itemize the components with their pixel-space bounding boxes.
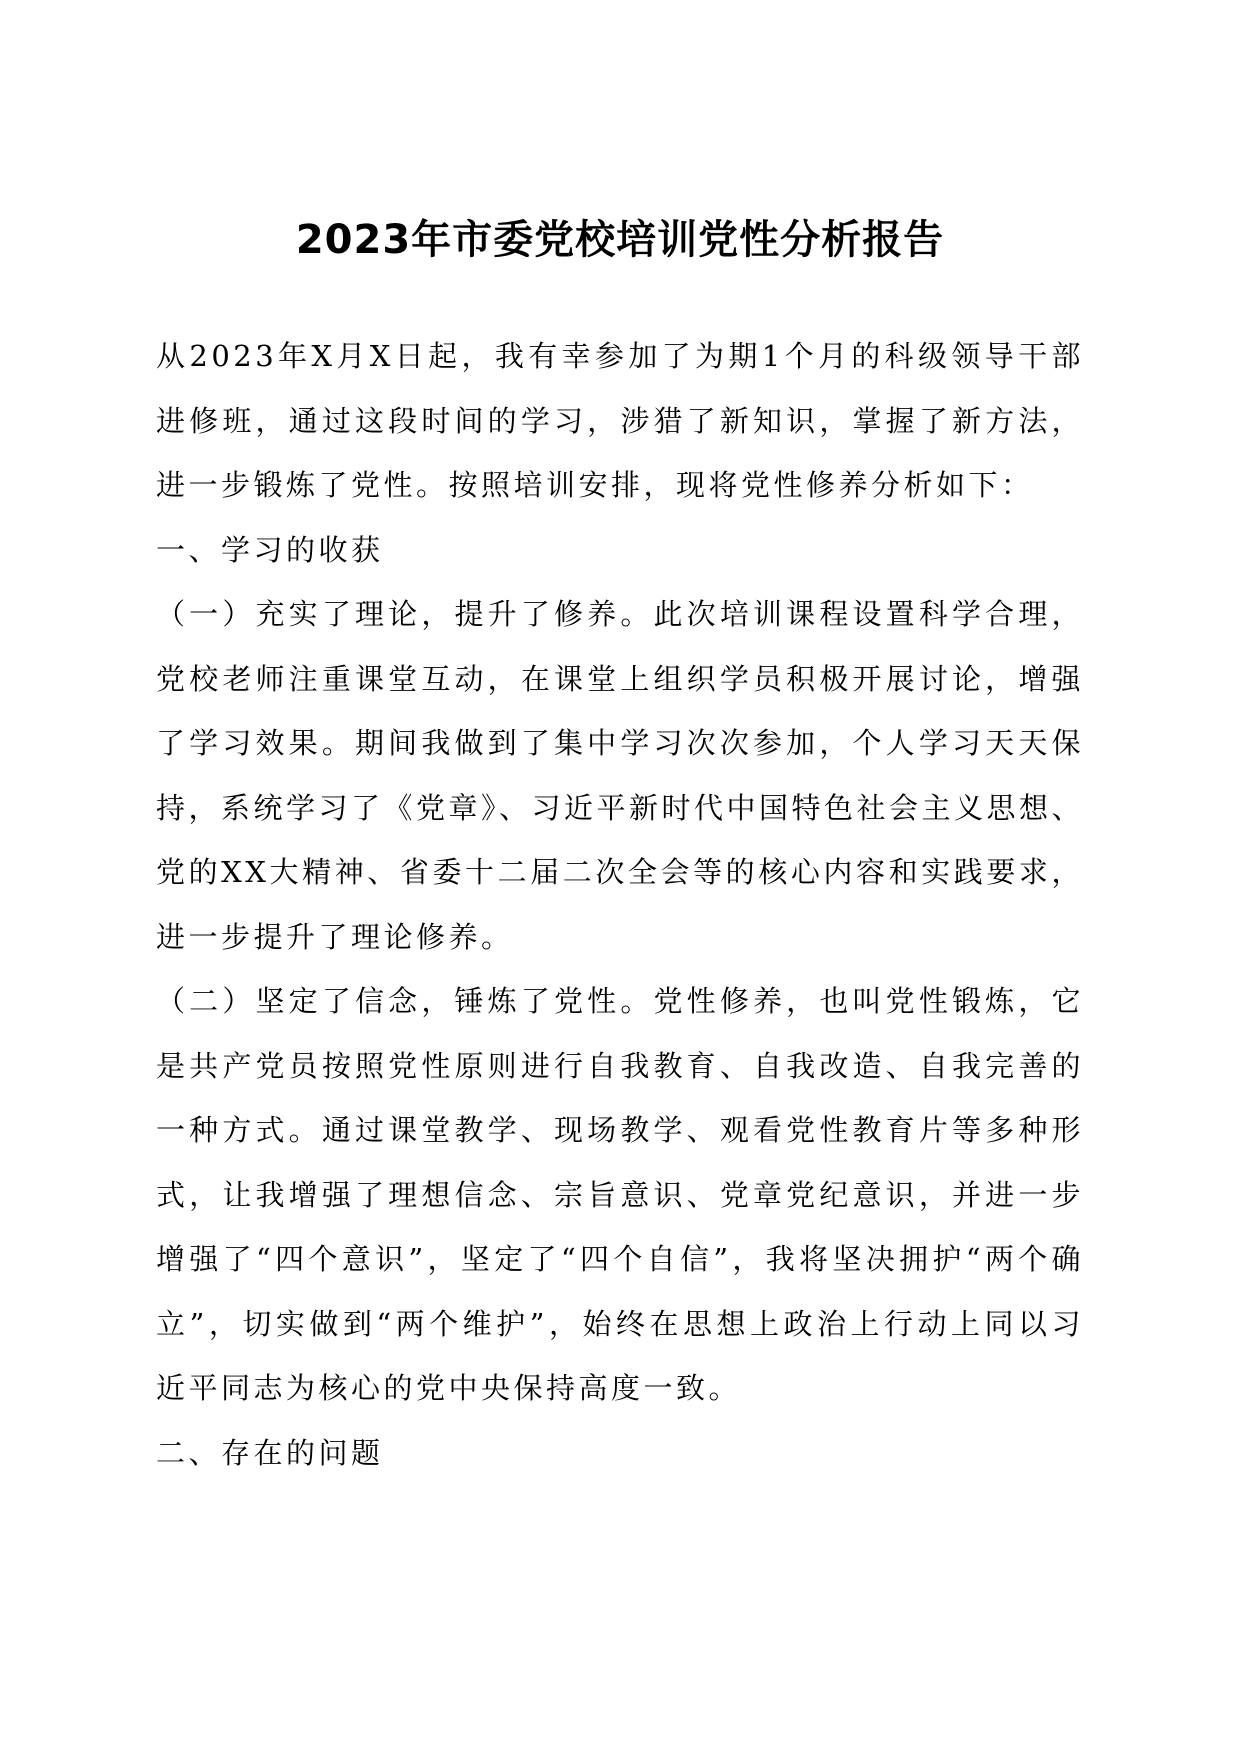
- document-title: 2023年市委党校培训党性分析报告: [295, 217, 945, 263]
- document-body: [156, 324, 1084, 1485]
- section-heading-gains: 一、学习的收获: [156, 532, 384, 567]
- section-heading-problems: 二、存在的问题: [156, 1435, 384, 1470]
- gains-paragraph-1: （一）充实了理论，提升了修养。此次培训课程设置科学合理，党校老师注重课堂互动，在课堂上组织学员积极开展讨论，增强了学习效果。期间我做到了集中学习次次参加，个人学习天天保持，系统学习了《党章》、习近平新时代中国特色社会主义思想、党的XX大精神、省委十二届二次全会等的核心内容和实践要求，进一步提升了理论修养。: [156, 597, 1085, 954]
- intro-paragraph: 从2023年X月X日起，我有幸参加了为期1个月的科级领导干部进修班，通过这段时间的学习，涉猎了新知识，掌握了新方法，进一步锻炼了党性。按照培训安排，现将党性修养分析如下：: [156, 339, 1084, 502]
- gains-paragraph-2: （二）坚定了信念，锤炼了党性。党性修养，也叫党性锻炼，它是共产党员按照党性原则进行自我教育、自我改造、自我完善的一种方式。通过课堂教学、现场教学、观看党性教育片等多种形式，让我增强了理想信念、宗旨意识、党章党纪意识，并进一步增强了“四个意识”，坚定了“四个自信”，我将坚决拥护“两个确立”，切实做到“两个维护”，始终在思想上政治上行动上同以习近平同志为核心的党中央保持高度一致。: [156, 984, 1084, 1405]
